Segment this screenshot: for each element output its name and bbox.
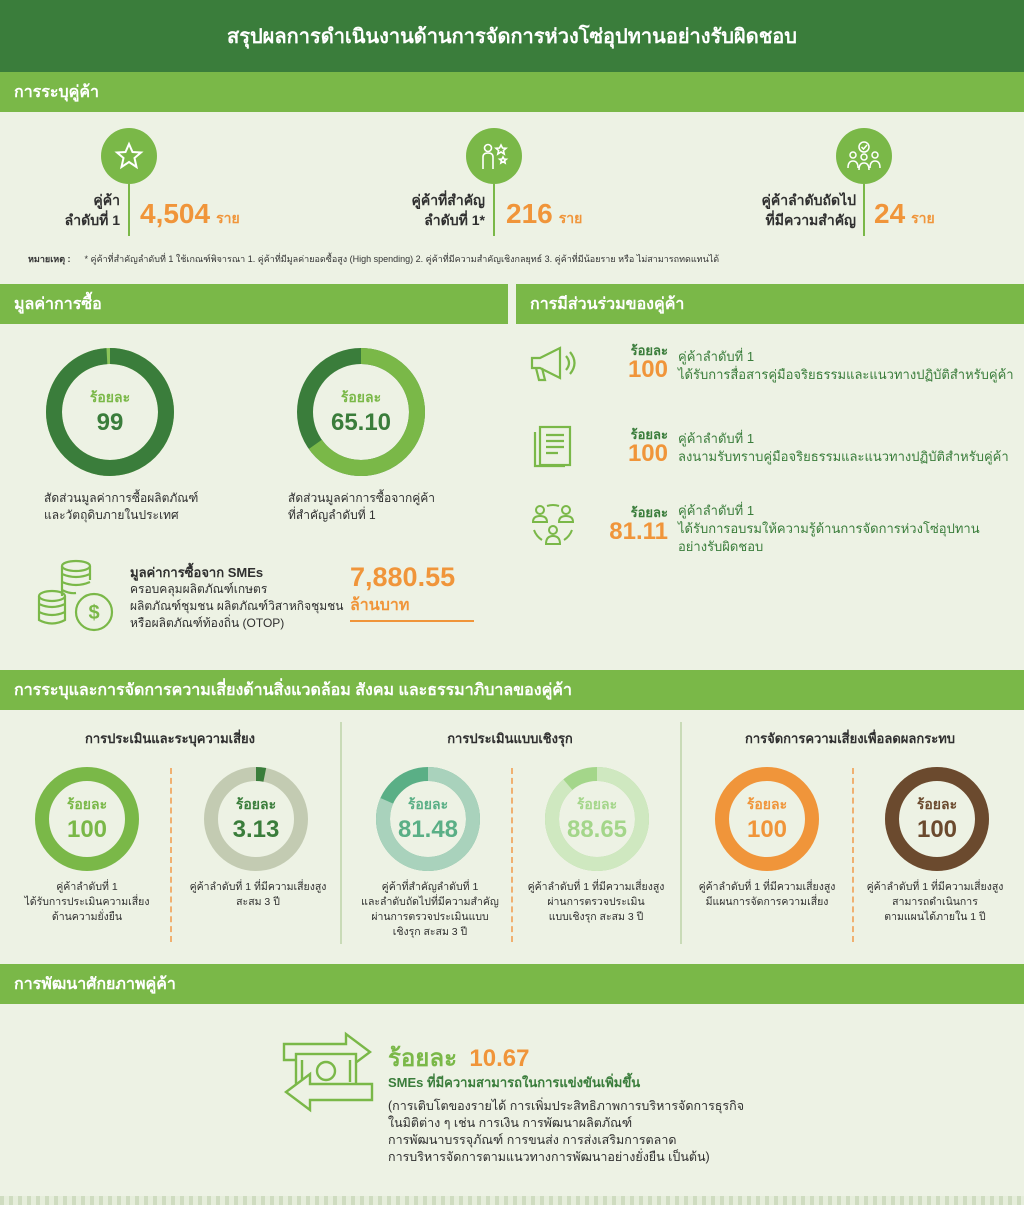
risk-donut xyxy=(544,766,650,872)
risk-caption: คู่ค้าลำดับที่ 1 ที่มีความเสี่ยงสูง สะสม 3 ปี xyxy=(189,881,327,908)
donut-value: 3.13 xyxy=(232,816,280,843)
star-icon xyxy=(101,128,157,184)
group-divider xyxy=(340,722,342,944)
risk-caption: คู่ค้าลำดับที่ 1 ที่มีความเสี่ยงสูง ผ่านการตรวจประเมิน แบบเชิงรุก สะสม 3 ปี xyxy=(527,881,665,923)
risk-group-title-1: การประเมินและระบุความเสี่ยง xyxy=(84,731,256,746)
dashed-divider xyxy=(852,768,854,942)
donut-value: 100 xyxy=(66,816,108,843)
donut-value: 99 xyxy=(96,409,124,436)
section-header-risk xyxy=(0,670,1024,710)
identification-value: 24 ราย xyxy=(874,198,935,229)
participation-row-1 xyxy=(528,340,1018,400)
identification-value: 216 ราย xyxy=(506,198,583,229)
participation-description: คู่ค้าลำดับที่ 1 ได้รับการสื่อสารคู่มือจริยธรรมและแนวทางปฏิบัติสำหรับคู่ค้า xyxy=(678,349,1014,382)
purchase-donut-tier1 xyxy=(295,346,427,478)
divider xyxy=(128,184,130,236)
page-title: สรุปผลการดำเนินงานด้านการจัดการห่วงโซ่อุปทานอย่างรับผิดชอบ xyxy=(227,26,797,48)
section-header-participation xyxy=(516,284,1024,324)
section-header-purchase xyxy=(0,284,508,324)
decorative-footer xyxy=(0,1196,1024,1205)
donut-prefix: ร้อยละ xyxy=(340,389,382,405)
risk-caption: คู่ค้าลำดับที่ 1 ที่มีความเสี่ยงสูง สามารถดำเนินการ ตามแผนได้ภายใน 1 ปี xyxy=(866,881,1004,923)
coins-dollar-icon xyxy=(36,556,120,639)
donut-prefix: ร้อยละ xyxy=(746,796,788,812)
group-check-icon xyxy=(836,128,892,184)
donut-prefix: ร้อยละ xyxy=(66,796,108,812)
training-icon xyxy=(528,502,578,551)
donut-value: 100 xyxy=(916,816,958,843)
risk-caption: คู่ค้าลำดับที่ 1 ได้รับการประเมินความเสี่ยง ด้านความยั่งยืน xyxy=(24,881,150,923)
dashed-divider xyxy=(170,768,172,942)
divider xyxy=(493,184,495,236)
title-bar xyxy=(0,0,1024,72)
risk-caption: คู่ค้าที่สำคัญลำดับที่ 1 และลำดับถัดไปที่มีความสำคัญ ผ่านการตรวจประเมินแบบ เชิงรุก สะสม 3 ปี xyxy=(361,881,499,938)
sme-unit: ล้านบาท xyxy=(350,597,410,614)
percent-label: ร้อยละ xyxy=(630,343,668,358)
risk-caption: คู่ค้าลำดับที่ 1 ที่มีความเสี่ยงสูง มีแผนการจัดการความเสี่ยง xyxy=(698,881,836,908)
participation-row-2 xyxy=(528,424,1018,484)
development-description: (การเติบโตของรายได้ การเพิ่มประสิทธิภาพการบริหารจัดการธุรกิจ ในมิติต่าง ๆ เช่น การเงิน การพัฒนาผลิตภัณฑ์ การพัฒนาบรรจุภัณฑ์ การขนส่ง การส่งเสริมการตลาด การบริหารจัดการตามแนวทางการพัฒนาอย่างยั่งยืน เป็นต้น) xyxy=(388,1099,745,1164)
section-header-development xyxy=(0,964,1024,1004)
identification-label: คู่ค้า ลำดับที่ 1 xyxy=(64,192,120,228)
section-title: การระบุและการจัดการความเสี่ยงด้านสิ่งแวดล้อม สังคม และธรรมาภิบาลของคู่ค้า xyxy=(14,681,572,699)
sme-description: มูลค่าการซื้อจาก SMEs ครอบคลุมผลิตภัณฑ์เกษตร ผลิตภัณฑ์ชุมชน ผลิตภัณฑ์วิสาหกิจชุมชน หรือผลิตภัณฑ์ท้องถิ่น (OTOP) xyxy=(130,565,344,630)
purchase-donut-domestic xyxy=(44,346,176,478)
donut-prefix: ร้อยละ xyxy=(89,389,131,405)
donut-value: 65.10 xyxy=(330,409,392,436)
development-subtitle: SMEs ที่มีความสามารถในการแข่งขันเพิ่มขึ้น xyxy=(388,1075,641,1090)
participation-row-3 xyxy=(528,502,1018,562)
participation-description: คู่ค้าลำดับที่ 1 ลงนามรับทราบคู่มือจริยธรรมและแนวทางปฏิบัติสำหรับคู่ค้า xyxy=(678,431,1009,464)
risk-donut xyxy=(375,766,481,872)
dashed-divider xyxy=(511,768,513,942)
sme-value-block xyxy=(350,562,474,622)
identification-label: คู่ค้าที่สำคัญ ลำดับที่ 1* xyxy=(411,192,485,228)
identification-value: 4,504 ราย xyxy=(140,198,240,229)
donut-prefix: ร้อยละ xyxy=(576,796,618,812)
people-star-icon xyxy=(466,128,522,184)
purchase-caption-2: สัดส่วนมูลค่าการซื้อจากคู่ค้า ที่สำคัญลำดับที่ 1 xyxy=(288,491,436,522)
risk-group-title-2: การประเมินแบบเชิงรุก xyxy=(447,731,573,746)
risk-donut xyxy=(884,766,990,872)
group-divider xyxy=(680,722,682,944)
percent-value: 81.11 xyxy=(609,518,668,545)
section-title: มูลค่าการซื้อ xyxy=(14,295,102,313)
divider xyxy=(863,184,865,236)
donut-value: 100 xyxy=(746,816,788,843)
svg-text:$: $ xyxy=(88,602,100,624)
percent-value: 100 xyxy=(627,440,668,467)
donut-prefix: ร้อยละ xyxy=(916,796,958,812)
sme-title: มูลค่าการซื้อจาก SMEs xyxy=(130,565,264,580)
megaphone-icon xyxy=(528,342,578,391)
participation-description: คู่ค้าลำดับที่ 1 ได้รับการอบรมให้ความรู้ด้านการจัดการห่วงโซ่อุปทาน อย่างรับผิดชอบ xyxy=(678,503,980,554)
money-exchange-icon xyxy=(282,1030,374,1119)
section-title: การมีส่วนร่วมของคู่ค้า xyxy=(530,295,685,313)
risk-donut xyxy=(203,766,309,872)
purchase-caption-1: สัดส่วนมูลค่าการซื้อผลิตภัณฑ์ และวัตถุดิบภายในประเทศ xyxy=(44,491,199,522)
risk-group-title-3: การจัดการความเสี่ยงเพื่อลดผลกระทบ xyxy=(744,731,956,746)
section-title: การระบุคู่ค้า xyxy=(14,83,99,101)
development-prefix: ร้อยละ xyxy=(388,1045,457,1072)
percent-label: ร้อยละ xyxy=(630,427,668,442)
risk-donut xyxy=(34,766,140,872)
document-icon xyxy=(532,424,574,473)
sme-value: 7,880.55 xyxy=(350,562,456,592)
donut-prefix: ร้อยละ xyxy=(235,796,277,812)
risk-donut xyxy=(714,766,820,872)
footnote: หมายเหตุ : * คู่ค้าที่สำคัญลำดับที่ 1 ใช้เกณฑ์พิจารณา 1. คู่ค้าที่มีมูลค่ายอดซื้อสูง (High spending) 2. คู่ค้าที่มีความสำคัญเชิงกลยุทธ์ 3. คู่ค้าที่มีน้อยราย หรือ ไม่สามารถทดแทนได้ xyxy=(28,254,720,264)
percent-value: 100 xyxy=(627,356,668,383)
section-header-identification xyxy=(0,72,1024,112)
donut-prefix: ร้อยละ xyxy=(407,796,449,812)
donut-value: 88.65 xyxy=(566,816,628,843)
percent-label: ร้อยละ xyxy=(630,505,668,520)
identification-label: คู่ค้าลำดับถัดไป ที่มีความสำคัญ xyxy=(761,192,856,228)
section-title: การพัฒนาศักยภาพคู่ค้า xyxy=(14,975,176,993)
development-value: 10.67 xyxy=(469,1045,530,1072)
donut-value: 81.48 xyxy=(397,816,459,843)
